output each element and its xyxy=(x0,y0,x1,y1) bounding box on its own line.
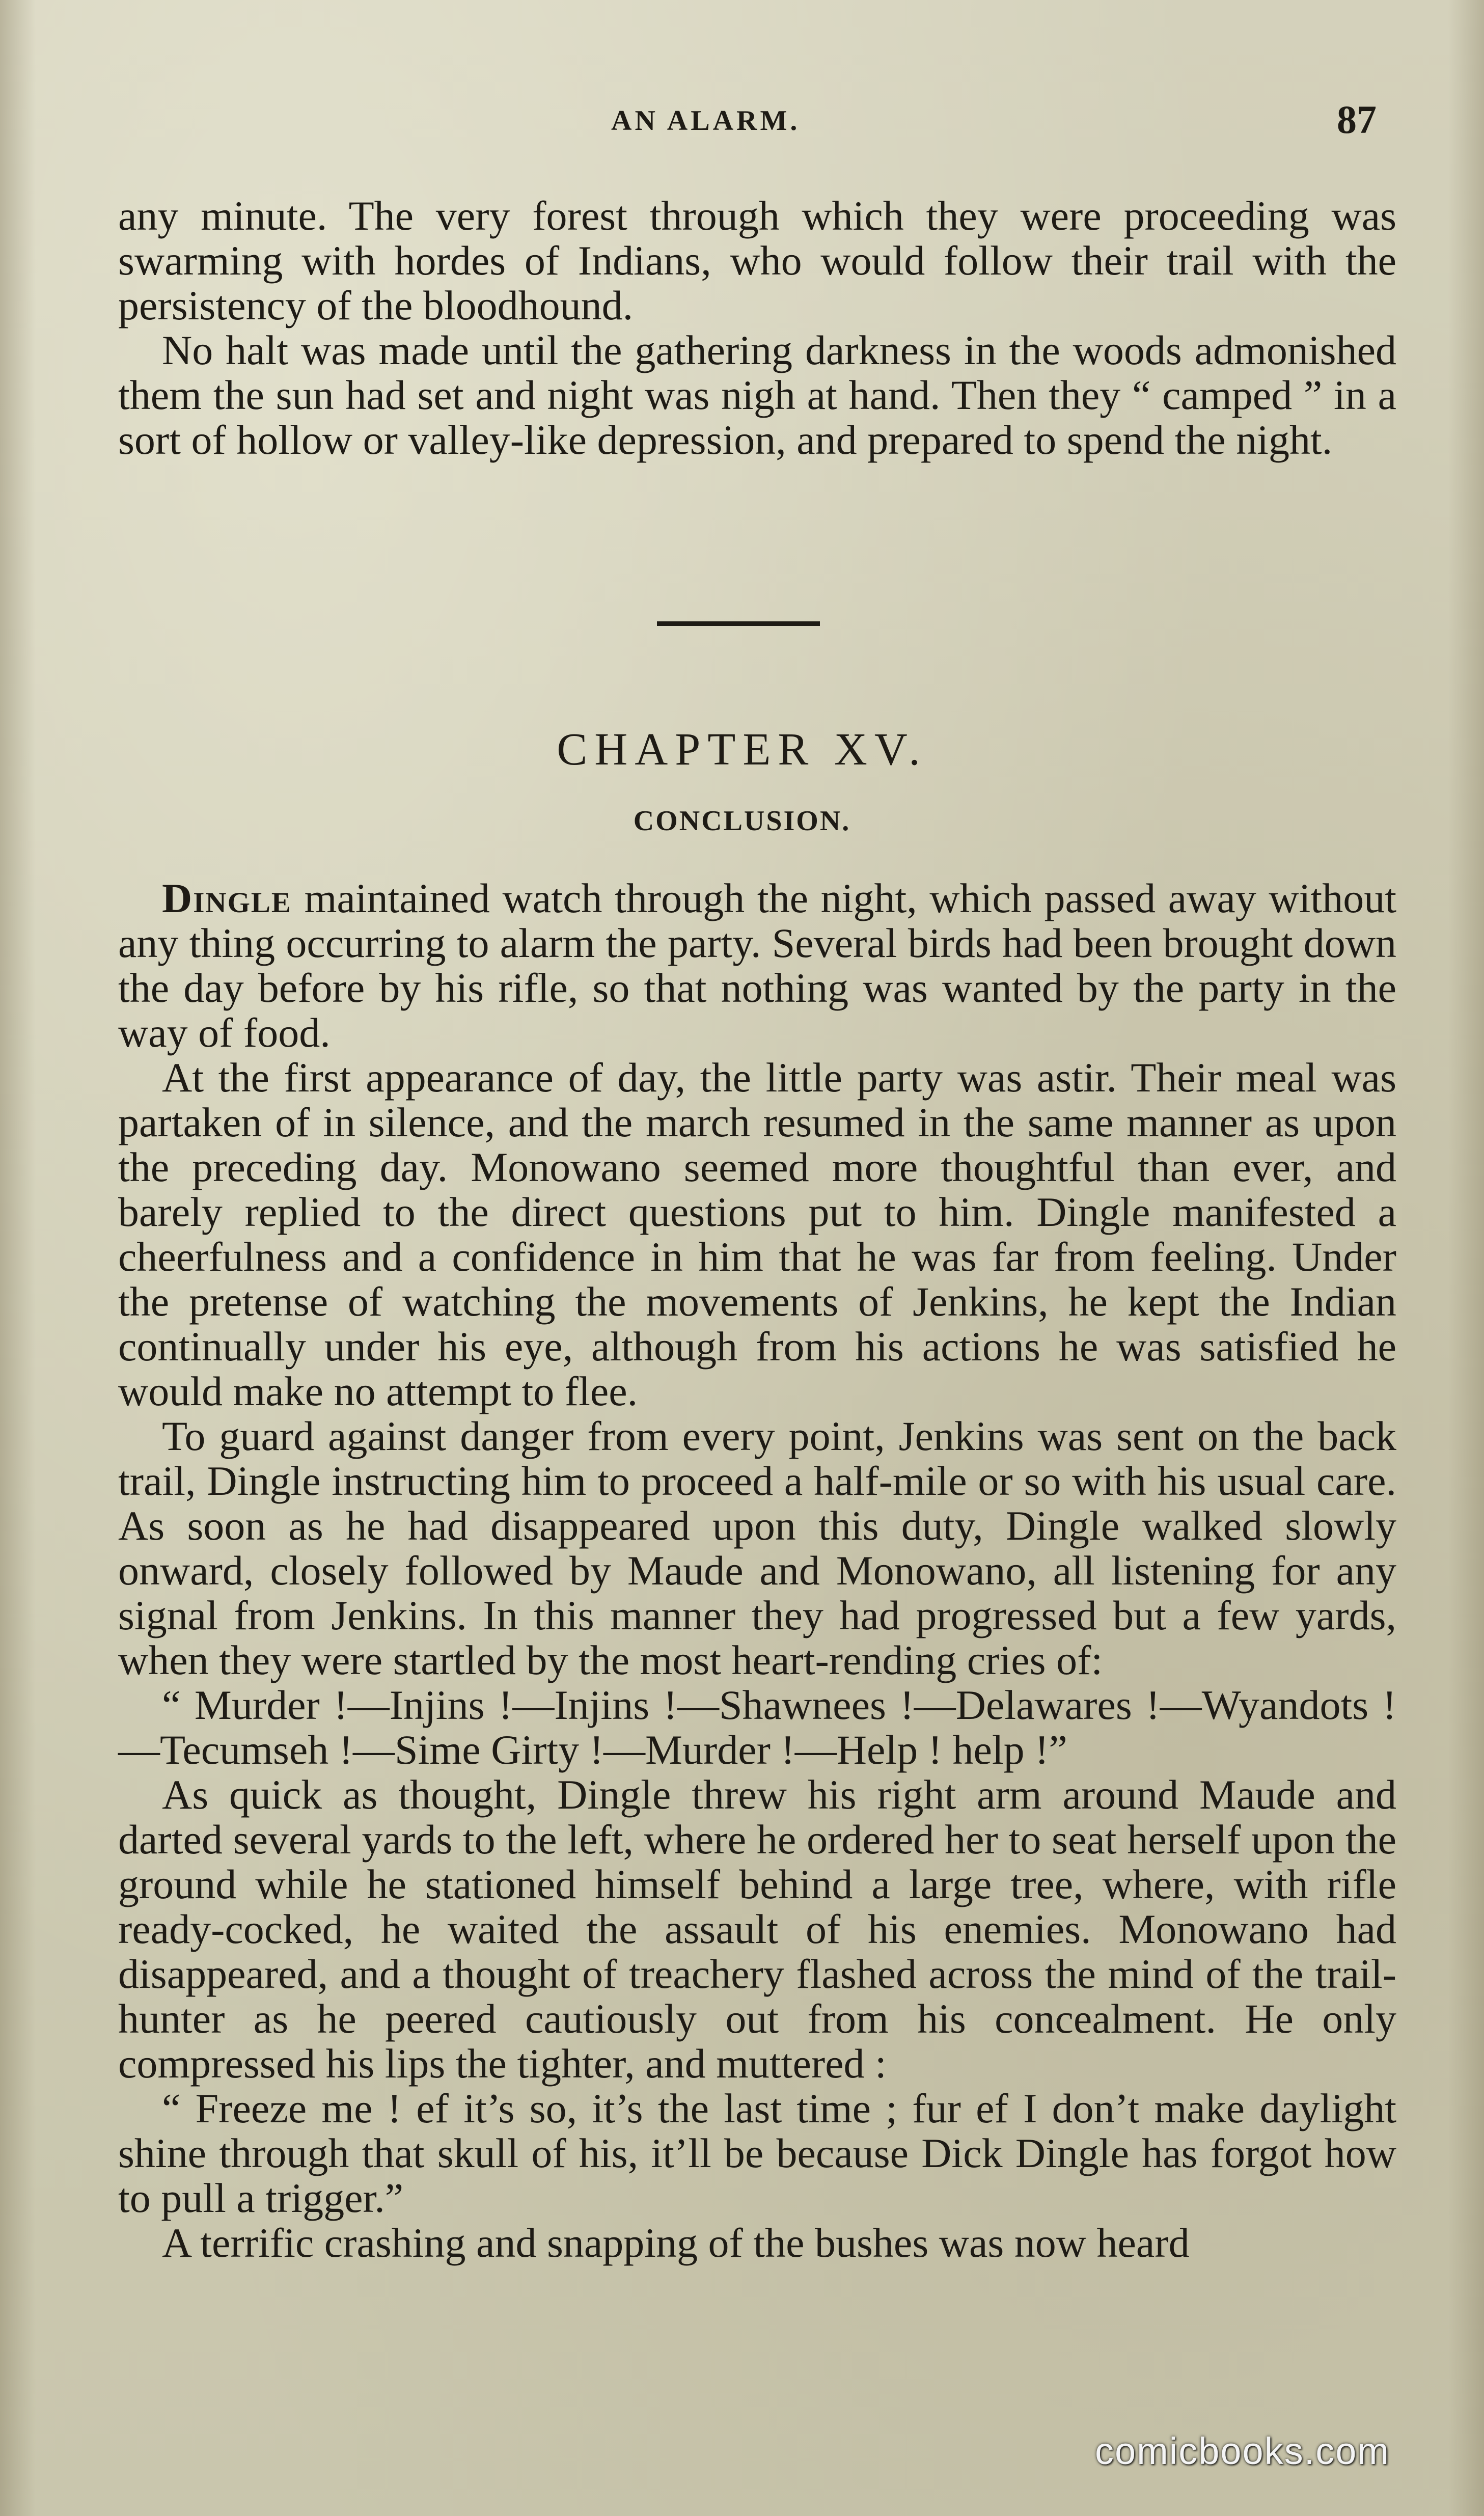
page-number: 87 xyxy=(1337,97,1377,142)
dialogue-paragraph: “ Murder !—Injins !—Injins !—Shawnees !—Delawares !—Wyandots !—Tecumseh !—Sime Girty !—Murder !—Help ! help !” xyxy=(118,1682,1396,1773)
section-divider xyxy=(657,621,820,626)
page-edge-shadow-left xyxy=(0,0,36,2516)
chapter-title: CHAPTER XV. xyxy=(557,724,927,775)
opening-paragraph xyxy=(118,876,1396,1055)
paragraph: At the first appearance of day, the little party was astir. Their meal was partaken of in silence, and the march resumed in the same manner as upon the preceding day. Monowano seemed more thoughtful than ever, and barely replied to the direct questions put to him. Dingle manifested a cheerfulness and a confidence in him that he was far from feeling. Under the pretense of watching the movements of Jenkins, he kept the Indian continually under his eye, although from his actions he was satisfied he would make no attempt to flee. xyxy=(118,1054,1396,1414)
paragraph: A terrific crashing and snapping of the bushes was now heard xyxy=(162,2220,1190,2266)
paragraph: No halt was made until the gathering darkness in the woods admonished them the sun had set and night was nigh at hand. Then they “ camped ” in a sort of hollow or valley-like depression, and prepared to spend the night. xyxy=(118,327,1396,463)
opening-paragraph-text: maintained watch through the night, which passed away without any thing occurring to alarm the party. Several birds had been brought down the day before by his rifle, so that nothing was wanted by the party in the way of food. xyxy=(118,875,1396,1056)
chapter-subtitle: CONCLUSION. xyxy=(633,805,851,837)
opening-word: Dingle xyxy=(162,875,292,921)
chapter-body xyxy=(118,876,1396,2265)
running-head: AN ALARM. xyxy=(611,105,801,136)
paragraph: To guard against danger from every point, Jenkins was sent on the back trail, Dingle instructing him to proceed a half-mile or so with his usual care. As soon as he had disappeared upon this duty, Dingle walked slowly onward, closely followed by Maude and Monowano, all listening for any signal from Jenkins. In this manner they had progressed but a few yards, when they were startled by the most heart-rending cries of: xyxy=(118,1413,1396,1683)
paragraph: any minute. The very forest through which they were proceeding was swarming with hordes of Indians, who would follow their trail with the persistency of the bloodhound. xyxy=(118,193,1396,329)
previous-chapter-ending xyxy=(118,194,1396,462)
dialogue-paragraph: “ Freeze me ! ef it’s so, it’s the last time ; fur ef I don’t make daylight shine through that skull of his, it’ll be because Dick Dingle has forgot how to pull a trigger.” xyxy=(118,2085,1396,2221)
paragraph: As quick as thought, Dingle threw his right arm around Maude and darted several yards to the left, where he ordered her to seat herself upon the ground while he stationed himself behind a large tree, where, with rifle ready-cocked, he waited the assault of his enemies. Monowano had disappeared, and a thought of treachery flashed across the mind of the trail-hunter as he peered cautiously out from his concealment. He only compressed his lips the tighter, and muttered : xyxy=(118,1771,1396,2087)
page-edge-shadow-right xyxy=(1448,0,1484,2516)
watermark-logo: comicbooks.com xyxy=(1095,2430,1390,2472)
